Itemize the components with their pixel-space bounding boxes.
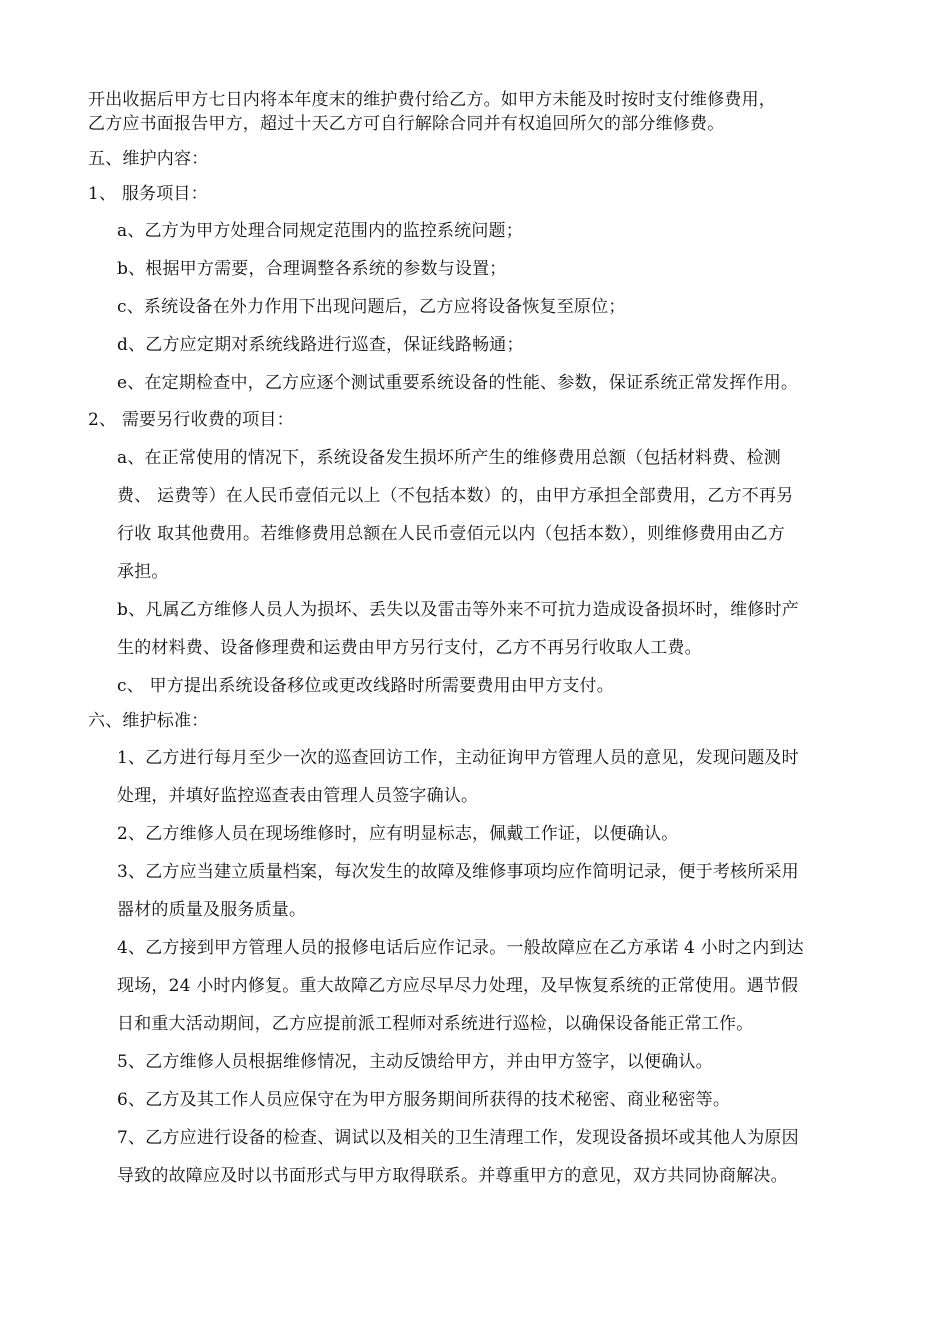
paragraph-line: 器材的质量及服务质量。 [117, 900, 307, 920]
paragraph-line: 4、乙方接到甲方管理人员的报修电话后应作记录。一般故障应在乙方承诺 4 小时之内到达 [117, 938, 804, 958]
list-item: d、乙方应定期对系统线路进行巡查，保证线路畅通； [117, 335, 524, 355]
section-heading-maintenance-standard: 六、维护标准： [88, 711, 209, 731]
list-item: b、根据甲方需要，合理调整各系统的参数与设置； [117, 259, 507, 279]
paragraph-line: 生的材料费、设备修理费和运费由甲方另行支付，乙方不再另行收取人工费。 [117, 638, 702, 658]
paragraph-line: c、 甲方提出系统设备移位或更改线路时所需要费用由甲方支付。 [117, 676, 614, 696]
paragraph-line: 处理，并填好监控巡查表由管理人员签字确认。 [117, 786, 479, 806]
paragraph-line: 5、乙方维修人员根据维修情况，主动反馈给甲方，并由甲方签字，以便确认。 [117, 1052, 713, 1072]
paragraph-line: 现场，24 小时内修复。重大故障乙方应尽早尽力处理，及早恢复系统的正常使用。遇节假 [117, 976, 799, 996]
paragraph-line: 行收 取其他费用。若维修费用总额在人民币壹佰元以内（包括本数），则维修费用由乙方 [117, 524, 785, 544]
paragraph-line: 1、乙方进行每月至少一次的巡查回访工作，主动征询甲方管理人员的意见，发现问题及时 [117, 748, 799, 768]
paragraph-line: 7、乙方应进行设备的检查、调试以及相关的卫生清理工作，发现设备损坏或其他人为原因 [117, 1128, 799, 1148]
subheading-extra-charge-items: 2、 需要另行收费的项目： [88, 410, 294, 430]
paragraph-line: 6、乙方及其工作人员应保守在为甲方服务期间所获得的技术秘密、商业秘密等。 [117, 1090, 731, 1110]
paragraph-line: 承担。 [117, 562, 169, 582]
paragraph-line: 日和重大活动期间，乙方应提前派工程师对系统进行巡检，以确保设备能正常工作。 [117, 1014, 754, 1034]
section-heading-maintenance-content: 五、维护内容： [88, 149, 209, 169]
paragraph-line: 3、乙方应当建立质量档案，每次发生的故障及维修事项均应作简明记录，便于考核所采用 [117, 862, 799, 882]
intro-line: 乙方应书面报告甲方，超过十天乙方可自行解除合同并有权追回所欠的部分维修费。 [88, 114, 725, 134]
paragraph-line: 2、乙方维修人员在现场维修时，应有明显标志，佩戴工作证，以便确认。 [117, 824, 679, 844]
paragraph-line: a、在正常使用的情况下，系统设备发生损坏所产生的维修费用总额（包括材料费、检测 [117, 448, 781, 468]
list-item: c、系统设备在外力作用下出现问题后，乙方应将设备恢复至原位； [117, 297, 626, 317]
list-item: a、乙方为甲方处理合同规定范围内的监控系统问题； [117, 221, 523, 241]
intro-line: 开出收据后甲方七日内将本年度末的维护费付给乙方。如甲方未能及时按时支付维修费用， [88, 90, 776, 110]
paragraph-line: 导致的故障应及时以书面形式与甲方取得联系。并尊重甲方的意见，双方共同协商解决。 [117, 1166, 788, 1186]
subheading-service-items: 1、 服务项目： [88, 184, 208, 204]
paragraph-line: 费、 运费等）在人民币壹佰元以上（不包括本数）的，由甲方承担全部费用，乙方不再另 [117, 486, 794, 506]
list-item: e、在定期检查中，乙方应逐个测试重要系统设备的性能、参数，保证系统正常发挥作用。 [117, 373, 799, 393]
paragraph-line: b、凡属乙方维修人员人为损坏、丢失以及雷击等外来不可抗力造成设备损坏时，维修时产 [117, 600, 799, 620]
